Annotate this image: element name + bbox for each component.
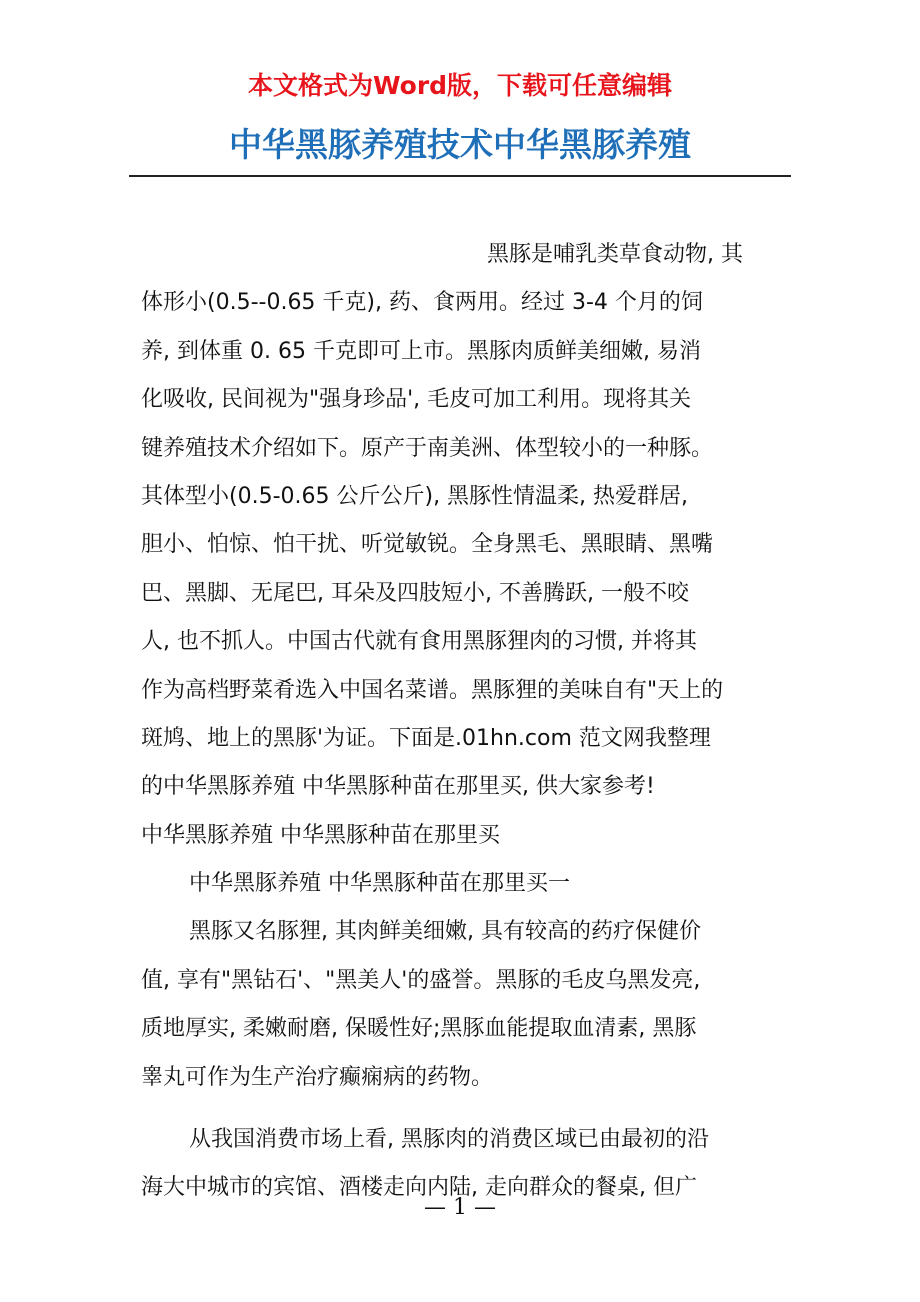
body-line: 黑豚又名豚狸, 其肉鲜美细嫩, 具有较高的药疗保健价 [189, 919, 701, 945]
format-notice: 本文格式为Word版，下载可任意编辑 [247, 71, 673, 100]
body-line: 的中华黑豚养殖 中华黑豚种苗在那里买, 供大家参考! [141, 774, 655, 800]
body-line: 值, 享有"黑钻石'、"黑美人'的盛誉。黑豚的毛皮乌黑发亮, [141, 967, 701, 993]
body-line: 从我国消费市场上看, 黑豚肉的消费区域已由最初的沿 [189, 1127, 709, 1153]
body-line: 胆小、怕惊、怕干扰、听觉敏锐。全身黑毛、黑眼睛、黑嘴 [141, 532, 714, 558]
body-line: 巴、黑脚、无尾巴, 耳朵及四肢短小, 不善腾跃, 一般不咬 [141, 580, 689, 606]
body-line: 其体型小(0.5-0.65 公斤公斤), 黑豚性情温柔, 热爱群居, [141, 483, 689, 509]
body-line: 睾丸可作为生产治疗癫痫病的药物。 [141, 1064, 494, 1090]
document-body [141, 231, 796, 1213]
body-line: 作为高档野菜肴选入中国名菜谱。黑豚狸的美味自有"天上的 [141, 677, 724, 703]
body-line: 化吸收, 民间视为"强身珍品', 毛皮可加工利用。现将其关 [141, 387, 692, 413]
body-line: 质地厚实, 柔嫩耐磨, 保暖性好;黑豚血能提取血清素, 黑豚 [141, 1016, 697, 1042]
paragraph-gap [141, 1102, 796, 1116]
body-line: 中华黑豚养殖 中华黑豚种苗在那里买 [141, 822, 500, 848]
body-line: 斑鸠、地上的黑豚'为证。下面是.01hn.com 范文网我整理 [141, 725, 711, 751]
body-line: 体形小(0.5--0.65 千克), 药、食两用。经过 3-4 个月的饲 [141, 290, 703, 316]
document-title: 中华黑豚养殖技术中华黑豚养殖 [229, 125, 691, 164]
body-line: 黑豚是哺乳类草食动物, 其 [487, 242, 743, 267]
title-divider [129, 175, 791, 177]
page-number: — 1 — [424, 1195, 496, 1220]
body-line: 养, 到体重 0. 65 千克即可上市。黑豚肉质鲜美细嫩, 易消 [141, 338, 701, 364]
body-line: 人, 也不抓人。中国古代就有食用黑豚狸肉的习惯, 并将其 [141, 629, 697, 655]
body-line: 键养殖技术介绍如下。原产于南美洲、体型较小的一种豚。 [141, 435, 714, 461]
subheading-line: 中华黑豚养殖 中华黑豚种苗在那里买一 [189, 871, 570, 897]
body-line: 海大中城市的宾馆、酒楼走向内陆, 走向群众的餐桌, 但广 [141, 1175, 697, 1201]
